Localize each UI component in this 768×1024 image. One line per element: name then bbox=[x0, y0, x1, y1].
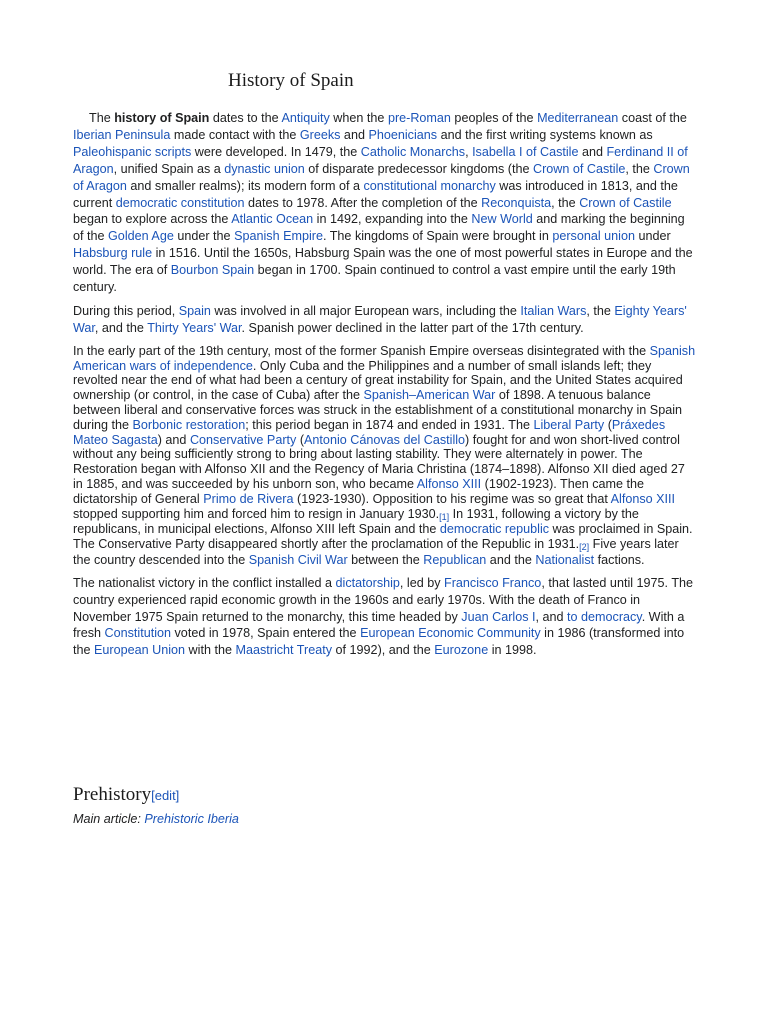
text-run: under bbox=[634, 229, 671, 244]
inline-link[interactable]: to democracy bbox=[567, 609, 642, 624]
hatnote bbox=[73, 812, 239, 826]
paragraph bbox=[73, 110, 697, 296]
text-run: stopped supporting him and forced him to resign in January 1930. bbox=[73, 506, 440, 521]
bold-term: history of Spain bbox=[114, 111, 210, 125]
text-run: . With a fresh bbox=[73, 609, 685, 641]
text-run: were developed. In 1479, the bbox=[191, 144, 361, 159]
text-run: , led by bbox=[399, 575, 445, 590]
inline-link[interactable]: pre-Roman bbox=[387, 111, 451, 125]
inline-link[interactable]: European Union bbox=[94, 643, 186, 658]
text-run: , that lasted until 1975. The country experienced rapid economic growth in the 1960s and early 1970s. With the death of Franco in November 1975 Spain returned to the monarchy, this time headed by bbox=[73, 575, 694, 624]
text-run: factions. bbox=[594, 552, 645, 567]
citation-link[interactable]: [2] bbox=[579, 542, 590, 553]
text-run: , bbox=[465, 144, 473, 159]
text-run: and marking the beginning of the bbox=[73, 212, 685, 244]
text-run: with the bbox=[185, 643, 236, 658]
text-run: in 1492, expanding into the bbox=[313, 212, 472, 227]
inline-link[interactable]: Habsburg rule bbox=[73, 246, 153, 261]
text-run: , and the bbox=[94, 320, 148, 335]
inline-link[interactable]: New World bbox=[471, 212, 533, 227]
text-run: peoples of the bbox=[450, 111, 538, 125]
hatnote-prefix: Main article: bbox=[73, 812, 145, 826]
edit-section-link[interactable]: [edit] bbox=[151, 788, 180, 803]
inline-link[interactable]: Greeks bbox=[299, 127, 341, 142]
text-run: (1902-1923). Then came the dictatorship of General bbox=[73, 476, 645, 506]
text-run: of disparate predecessor kingdoms (the bbox=[304, 161, 533, 176]
inline-link[interactable]: Iberian Peninsula bbox=[73, 127, 171, 142]
hatnote-link[interactable]: Prehistoric Iberia bbox=[144, 812, 239, 826]
inline-link[interactable]: Catholic Monarchs bbox=[360, 144, 466, 159]
text-run: In 1931, following a victory by the republicans, in municipal elections, Alfonso XIII left Spain and the bbox=[73, 506, 639, 537]
text-run: The bbox=[89, 111, 115, 125]
section-heading-prehistory bbox=[73, 784, 179, 806]
inline-link[interactable]: constitutional monarchy bbox=[363, 178, 496, 193]
citation-link[interactable]: [1] bbox=[439, 511, 450, 522]
inline-link[interactable]: Conservative Party bbox=[189, 432, 297, 447]
text-run: ; this period began in 1874 and ended in 1931. The bbox=[245, 417, 534, 432]
text-run: was proclaimed in Spain. The Conservative Party disappeared shortly after the proclamation of the Republic in 1931. bbox=[73, 522, 693, 552]
inline-link[interactable]: Spanish American wars of independence bbox=[73, 343, 696, 373]
inline-link[interactable]: Crown of Aragon bbox=[73, 161, 690, 193]
text-run: Five years later the country descended into the bbox=[73, 537, 679, 567]
text-run: of 1992), and the bbox=[332, 643, 435, 658]
text-run: In the early part of the 19th century, most of the former Spanish Empire overseas disintegrated with the bbox=[73, 343, 650, 358]
inline-link[interactable]: democratic constitution bbox=[115, 195, 245, 210]
text-run: dates to the bbox=[209, 111, 282, 125]
text-run: in 1998. bbox=[488, 643, 537, 658]
inline-link[interactable]: Alfonso XIII bbox=[416, 476, 482, 491]
paragraph bbox=[73, 303, 697, 337]
text-run: During this period, bbox=[73, 303, 179, 318]
inline-link[interactable]: Nationalist bbox=[535, 552, 595, 567]
inline-link[interactable]: democratic republic bbox=[439, 522, 550, 537]
text-run: began to explore across the bbox=[73, 212, 232, 227]
inline-link[interactable]: Isabella I of Castile bbox=[472, 144, 579, 159]
page-title: History of Spain bbox=[228, 70, 354, 91]
text-run: (1923-1930). Opposition to his regime was so great that bbox=[293, 491, 611, 506]
text-run: coast of the bbox=[618, 111, 687, 125]
inline-link[interactable]: Práxedes Mateo Sagasta bbox=[73, 417, 666, 447]
text-run: in 1986 (transformed into the bbox=[73, 626, 685, 658]
inline-link[interactable]: Reconquista bbox=[481, 195, 552, 210]
text-run: made contact with the bbox=[170, 127, 300, 142]
article-body bbox=[73, 110, 697, 666]
text-run: . Spanish power declined in the latter part of the 17th century. bbox=[241, 320, 584, 335]
text-run: began in 1700. Spain continued to control a vast empire until the early 19th century. bbox=[73, 263, 676, 295]
paragraph bbox=[73, 575, 697, 660]
text-run: ) and bbox=[157, 432, 190, 447]
text-run: dates to 1978. After the completion of the bbox=[244, 195, 482, 210]
text-run: . The kingdoms of Spain were brought in bbox=[322, 229, 553, 244]
text-run: was introduced in 1813, and the current bbox=[73, 178, 678, 210]
text-run: ) fought for and won short-lived control without any being sufficiently strong to bring about lasting stability. They were alternately in power. The Restoration began with Alfonso XII and the Regency of Maria Christina (1874–1898). Alfonso XII died aged 27 in 1885, and was succeeded by his unborn son, who became bbox=[73, 432, 685, 491]
inline-link[interactable]: Maastricht Treaty bbox=[235, 643, 333, 658]
inline-link[interactable]: Spanish–American War bbox=[363, 388, 496, 403]
inline-link[interactable]: Spain bbox=[178, 303, 211, 318]
inline-link[interactable]: Atlantic Ocean bbox=[231, 212, 314, 227]
text-run: of 1898. A tenuous balance between liberal and conservative forces was struck in the establishment of a constitutional monarchy in Spain during the bbox=[73, 388, 683, 432]
inline-link[interactable]: Republican bbox=[423, 552, 487, 567]
inline-link[interactable]: Eurozone bbox=[434, 643, 489, 658]
inline-link[interactable]: dynastic union bbox=[224, 161, 305, 176]
inline-link[interactable]: Antiquity bbox=[281, 111, 330, 125]
inline-link[interactable]: Juan Carlos I bbox=[461, 609, 536, 624]
inline-link[interactable]: Mediterranean bbox=[537, 111, 619, 125]
inline-link[interactable]: personal union bbox=[552, 229, 635, 244]
inline-link[interactable]: Spanish Civil War bbox=[248, 552, 348, 567]
inline-link[interactable]: Borbonic restoration bbox=[132, 417, 246, 432]
text-run: , the bbox=[551, 195, 580, 210]
text-run: ( bbox=[604, 417, 612, 432]
inline-link[interactable]: Alfonso XIII bbox=[610, 491, 676, 506]
section-title: Prehistory bbox=[73, 784, 152, 805]
text-run: and bbox=[578, 144, 607, 159]
inline-link[interactable]: Antonio Cánovas del Castillo bbox=[304, 432, 466, 447]
text-run: The nationalist victory in the conflict installed a bbox=[73, 575, 336, 590]
inline-link[interactable]: Constitution bbox=[104, 626, 172, 641]
paragraph bbox=[73, 344, 697, 568]
inline-link[interactable]: Phoenicians bbox=[368, 127, 438, 142]
inline-link[interactable]: Crown of Castile bbox=[532, 161, 626, 176]
inline-link[interactable]: Eighty Years' War bbox=[73, 303, 687, 335]
inline-link[interactable]: Paleohispanic scripts bbox=[73, 144, 192, 159]
inline-link[interactable]: Thirty Years' War bbox=[147, 320, 242, 335]
inline-link[interactable]: Primo de Rivera bbox=[203, 491, 294, 506]
text-run: under the bbox=[173, 229, 235, 244]
inline-link[interactable]: Crown of Castile bbox=[579, 195, 672, 210]
inline-link[interactable]: dictatorship bbox=[335, 575, 400, 590]
inline-link[interactable]: Bourbon Spain bbox=[170, 263, 255, 278]
text-run: , unified Spain as a bbox=[113, 161, 225, 176]
inline-link[interactable]: Spanish Empire bbox=[234, 229, 323, 244]
text-run: and bbox=[340, 127, 369, 142]
text-run: ( bbox=[296, 432, 305, 447]
text-run: , the bbox=[586, 303, 615, 318]
text-run: and the first writing systems known as bbox=[437, 127, 653, 142]
text-run: in 1516. Until the 1650s, Habsburg Spain was the one of most powerful states in Europe and the world. The era of bbox=[73, 246, 693, 278]
text-run: . Only Cuba and the Philippines and a number of small islands left; they revolted near the end of what had been a century of great instability for Spain, and the United States acquired ownership (or control, in the case of Cuba) after the bbox=[73, 358, 683, 403]
text-run: and smaller realms); its modern form of a bbox=[126, 178, 364, 193]
text-run: voted in 1978, Spain entered the bbox=[171, 626, 361, 641]
text-run: between the bbox=[347, 552, 424, 567]
inline-link[interactable]: Francisco Franco bbox=[444, 575, 542, 590]
inline-link[interactable]: Ferdinand II of Aragon bbox=[73, 144, 688, 176]
text-run: when the bbox=[329, 111, 388, 125]
text-run: , and bbox=[535, 609, 568, 624]
inline-link[interactable]: European Economic Community bbox=[360, 626, 541, 641]
text-run: and the bbox=[486, 552, 536, 567]
inline-link[interactable]: Italian Wars bbox=[520, 303, 587, 318]
text-run: was involved in all major European wars, including the bbox=[210, 303, 521, 318]
inline-link[interactable]: Liberal Party bbox=[533, 417, 605, 432]
inline-link[interactable]: Golden Age bbox=[108, 229, 174, 244]
text-run: , the bbox=[625, 161, 654, 176]
